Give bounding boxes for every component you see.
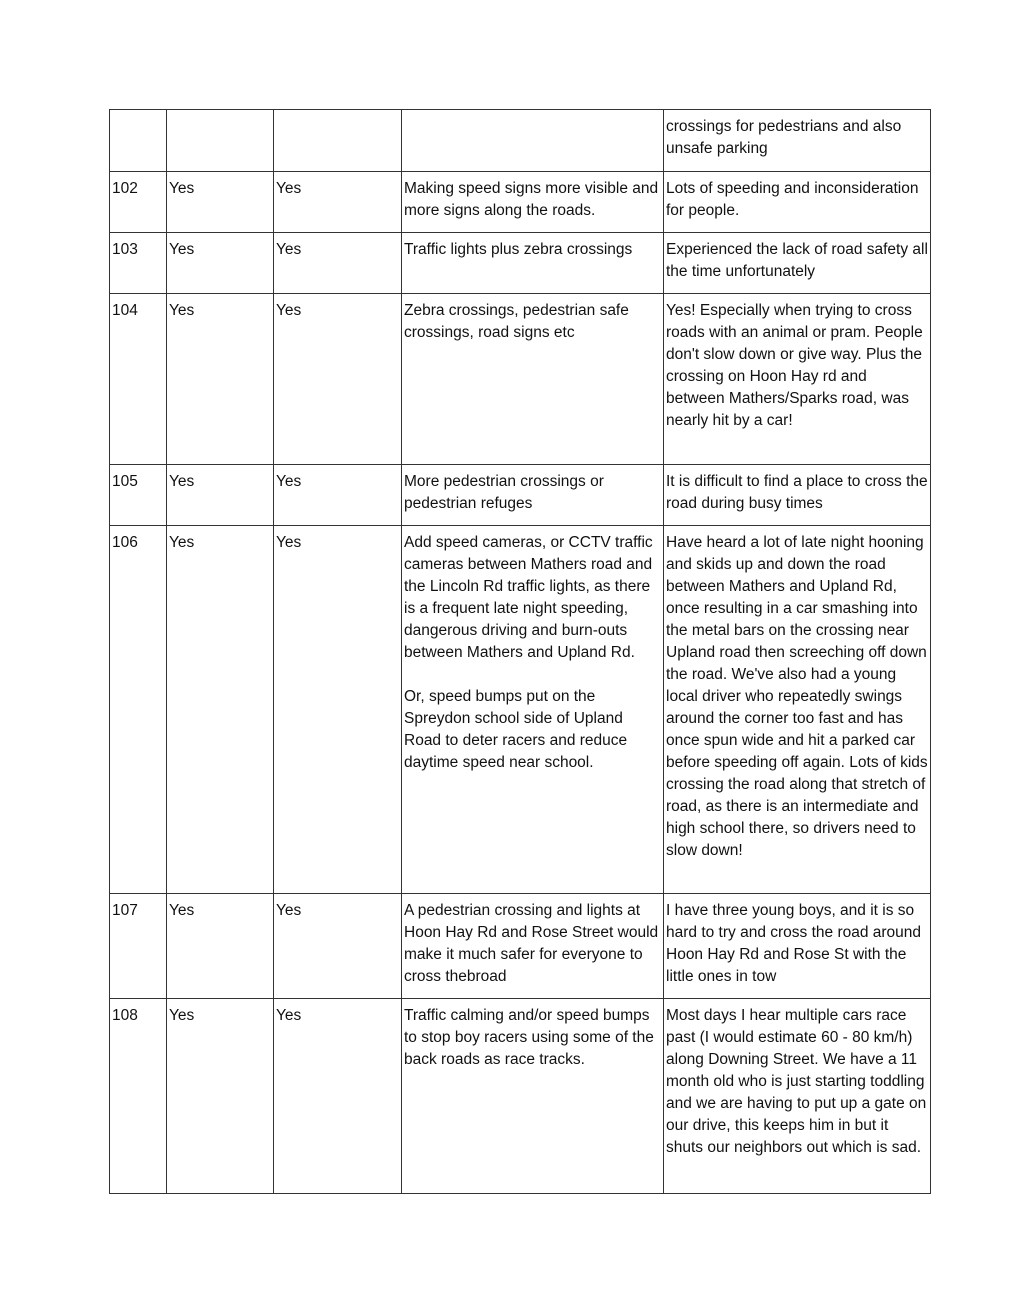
suggestion-paragraph: Zebra crossings, pedestrian safe crossings, road signs etc	[404, 302, 629, 341]
q2-answer-cell: Yes	[274, 894, 402, 999]
table-row	[110, 172, 931, 233]
row-id-cell: 102	[110, 172, 167, 233]
row-id-cell: 105	[110, 465, 167, 526]
table-row	[110, 526, 931, 894]
experience-cell	[664, 110, 931, 172]
table-body	[110, 110, 931, 1194]
q2-answer-cell: Yes	[274, 999, 402, 1194]
table-row	[110, 465, 931, 526]
experience-cell	[664, 233, 931, 294]
suggestion-cell	[402, 294, 664, 465]
row-id-cell: 108	[110, 999, 167, 1194]
q1-answer-cell: Yes	[167, 233, 274, 294]
row-id-cell: 107	[110, 894, 167, 999]
q1-answer-cell: Yes	[167, 172, 274, 233]
experience-cell	[664, 294, 931, 465]
experience-paragraph: crossings for pedestrians and also unsafe parking	[666, 118, 902, 157]
q2-answer-cell: Yes	[274, 526, 402, 894]
suggestion-paragraph: Or, speed bumps put on the Spreydon school side of Upland Road to deter racers and reduce daytime speed near school.	[404, 688, 628, 771]
suggestion-cell	[402, 999, 664, 1194]
suggestion-paragraph: Traffic calming and/or speed bumps to stop boy racers using some of the back roads as race tracks.	[404, 1007, 654, 1068]
q1-answer-cell: Yes	[167, 465, 274, 526]
suggestion-cell	[402, 465, 664, 526]
q2-answer-cell	[274, 110, 402, 172]
experience-cell	[664, 172, 931, 233]
q2-answer-cell: Yes	[274, 294, 402, 465]
q2-answer-cell: Yes	[274, 465, 402, 526]
suggestion-paragraph: More pedestrian crossings or pedestrian refuges	[404, 473, 604, 512]
q2-answer-cell: Yes	[274, 172, 402, 233]
experience-paragraph: It is difficult to find a place to cross the road during busy times	[666, 473, 928, 512]
q2-answer-cell: Yes	[274, 233, 402, 294]
q1-answer-cell: Yes	[167, 294, 274, 465]
experience-cell	[664, 526, 931, 894]
suggestion-paragraph: Add speed cameras, or CCTV traffic cameras between Mathers road and the Lincoln Rd traffic lights, as there is a frequent late night speeding, dangerous driving and burn-outs between Mathers and Upland Rd.	[404, 534, 653, 661]
suggestion-paragraph: Traffic lights plus zebra crossings	[404, 241, 633, 258]
row-id-cell: 104	[110, 294, 167, 465]
suggestion-cell	[402, 894, 664, 999]
table-row	[110, 110, 931, 172]
table-row	[110, 233, 931, 294]
row-id-cell	[110, 110, 167, 172]
experience-paragraph: Yes! Especially when trying to cross roads with an animal or pram. People don't slow down or give way. Plus the crossing on Hoon Hay rd and between Mathers/Sparks road, was nearly hit by a car!	[666, 302, 923, 429]
experience-paragraph: Most days I hear multiple cars race past (I would estimate 60 - 80 km/h) along Downing Street. We have a 11 month old who is just starting toddling and we are having to put up a gate on our drive, this keeps him in but it shuts our neighbors out which is sad.	[666, 1007, 927, 1156]
experience-paragraph: Experienced the lack of road safety all the time unfortunately	[666, 241, 928, 280]
experience-paragraph: Lots of speeding and inconsideration for people.	[666, 180, 919, 219]
survey-responses-table	[109, 109, 931, 1194]
table-row	[110, 294, 931, 465]
q1-answer-cell	[167, 110, 274, 172]
experience-cell	[664, 999, 931, 1194]
suggestion-paragraph: A pedestrian crossing and lights at Hoon Hay Rd and Rose Street would make it much safer for everyone to cross thebroad	[404, 902, 659, 985]
row-id-cell: 103	[110, 233, 167, 294]
suggestion-paragraph: Making speed signs more visible and more signs along the roads.	[404, 180, 659, 219]
table-row	[110, 999, 931, 1194]
row-id-cell: 106	[110, 526, 167, 894]
q1-answer-cell: Yes	[167, 894, 274, 999]
experience-paragraph: Have heard a lot of late night hooning and skids up and down the road between Mathers and Upland Rd, once resulting in a car smashing into the metal bars on the crossing near Upland road then screeching off down the road. We've also had a young local driver who repeatedly swings around the corner too fast and has once spun wide and hit a parked car before speeding off again. Lots of kids crossing the road along that stretch of road, as there is an intermediate and high school there, so drivers need to slow down!	[666, 534, 928, 859]
suggestion-cell	[402, 172, 664, 233]
suggestion-cell	[402, 110, 664, 172]
table-row	[110, 894, 931, 999]
experience-cell	[664, 465, 931, 526]
q1-answer-cell: Yes	[167, 999, 274, 1194]
suggestion-cell	[402, 233, 664, 294]
suggestion-cell	[402, 526, 664, 894]
experience-cell	[664, 894, 931, 999]
q1-answer-cell: Yes	[167, 526, 274, 894]
experience-paragraph: I have three young boys, and it is so hard to try and cross the road around Hoon Hay Rd and Rose St with the little ones in tow	[666, 902, 922, 985]
